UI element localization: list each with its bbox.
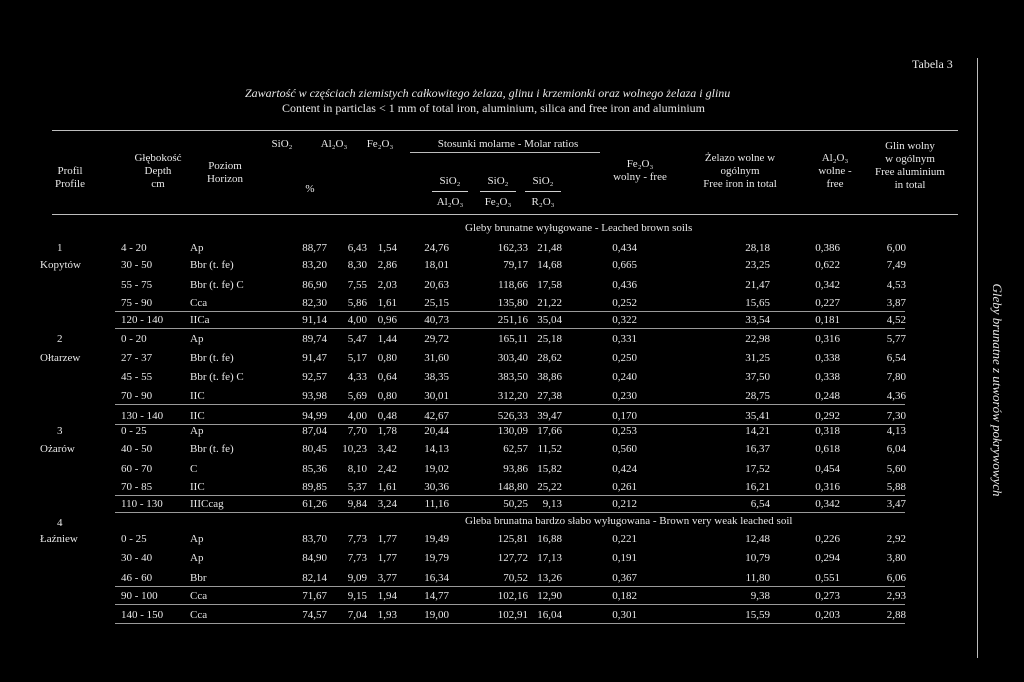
title-polish: Zawartość w częściach ziemistych całkowitego żelaza, glinu i krzemionki oraz wolnego żelaza i glinu (245, 86, 731, 100)
value-cell: 4,13 (886, 425, 906, 437)
depth-cell: 75 - 90 (121, 297, 153, 309)
value-cell: 0,316 (815, 333, 840, 345)
value-cell: 27,38 (537, 390, 562, 402)
value-cell: 6,06 (886, 572, 906, 584)
value-cell: 526,33 (497, 410, 528, 422)
value-cell: 5,88 (886, 481, 906, 493)
value-cell: 89,74 (302, 333, 327, 345)
value-cell: 12,48 (745, 533, 770, 545)
depth-cell: 30 - 40 (121, 552, 153, 564)
value-cell: 7,70 (347, 425, 367, 437)
depth-cell: 4 - 20 (121, 242, 147, 254)
value-cell: 0,560 (612, 443, 637, 455)
section-weak-leached: Gleba brunatna bardzo słabo wyługowana - Brown very weak leached soil (465, 515, 793, 527)
horizon-cell: IIC (190, 390, 205, 402)
value-cell: 118,66 (498, 279, 528, 291)
value-cell: 5,77 (886, 333, 906, 345)
value-cell: 0,64 (377, 371, 397, 383)
value-cell: 4,33 (347, 371, 367, 383)
value-cell: 19,00 (424, 609, 449, 621)
value-cell: 3,87 (886, 297, 906, 309)
value-cell: 0,618 (815, 443, 840, 455)
value-cell: 0,80 (377, 352, 397, 364)
value-cell: 19,79 (424, 552, 449, 564)
value-cell: 1,61 (377, 481, 397, 493)
col-sio2: SiO₂ (271, 138, 293, 150)
value-cell: 20,44 (424, 425, 449, 437)
value-cell: 17,52 (745, 463, 770, 475)
value-cell: 11,52 (537, 443, 562, 455)
value-cell: 102,16 (497, 590, 528, 602)
depth-cell: 0 - 25 (121, 533, 147, 545)
depth-cell: 0 - 20 (121, 333, 147, 345)
value-cell: 5,47 (347, 333, 367, 345)
col-depth: Głębokość Depth cm (134, 152, 182, 190)
col-ratios: Stosunki molarne - Molar ratios (437, 138, 579, 150)
horizon-cell: Cca (190, 609, 208, 621)
value-cell: 0,191 (612, 552, 637, 564)
value-cell: 16,04 (537, 609, 562, 621)
value-cell: 15,59 (745, 609, 770, 621)
percent-unit: % (305, 183, 315, 195)
profile-name: Ożarów (40, 443, 75, 455)
value-cell: 0,96 (377, 314, 397, 326)
value-cell: 0,665 (612, 259, 637, 271)
value-cell: 17,58 (537, 279, 562, 291)
value-cell: 148,80 (497, 481, 528, 493)
horizon-cell: Bbr (t. fe) C (190, 371, 244, 383)
value-cell: 12,90 (537, 590, 562, 602)
value-cell: 92,57 (302, 371, 327, 383)
depth-cell: 130 - 140 (121, 410, 164, 422)
value-cell: 102,91 (497, 609, 528, 621)
value-cell: 28,62 (537, 352, 562, 364)
value-cell: 0,386 (815, 242, 840, 254)
value-cell: 0,342 (815, 279, 840, 291)
value-cell: 4,36 (886, 390, 906, 402)
value-cell: 0,367 (612, 572, 637, 584)
value-cell: 10,79 (745, 552, 770, 564)
value-cell: 25,18 (537, 333, 562, 345)
value-cell: 0,338 (815, 371, 840, 383)
value-cell: 1,54 (377, 242, 397, 254)
profile-number: 2 (57, 333, 63, 345)
depth-cell: 70 - 85 (121, 481, 153, 493)
value-cell: 80,45 (302, 443, 327, 455)
value-cell: 38,35 (424, 371, 449, 383)
value-cell: 82,30 (302, 297, 327, 309)
value-cell: 0,454 (815, 463, 840, 475)
value-cell: 7,04 (347, 609, 367, 621)
value-cell: 40,73 (424, 314, 449, 326)
row-rule (115, 404, 905, 405)
value-cell: 9,15 (347, 590, 367, 602)
value-cell: 91,47 (302, 352, 327, 364)
value-cell: 0,181 (815, 314, 840, 326)
value-cell: 8,10 (347, 463, 367, 475)
horizon-cell: Ap (190, 425, 204, 437)
value-cell: 8,30 (347, 259, 367, 271)
value-cell: 14,68 (537, 259, 562, 271)
ratio-sio2-fe2o3: SiO₂ Fe₂O₃ (480, 175, 516, 209)
value-cell: 23,25 (745, 259, 770, 271)
value-cell: 0,436 (612, 279, 637, 291)
value-cell: 20,63 (424, 279, 449, 291)
value-cell: 6,54 (886, 352, 906, 364)
value-cell: 35,41 (745, 410, 770, 422)
value-cell: 17,66 (537, 425, 562, 437)
value-cell: 37,50 (745, 371, 770, 383)
value-cell: 0,182 (612, 590, 637, 602)
ratio-sio2-al2o3: SiO₂ Al₂O₃ (432, 175, 468, 209)
value-cell: 42,67 (424, 410, 449, 422)
profile-name: Kopytów (40, 259, 81, 271)
value-cell: 62,57 (503, 443, 528, 455)
horizon-cell: IIC (190, 410, 205, 422)
table-number: Tabela 3 (912, 57, 953, 71)
depth-cell: 45 - 55 (121, 371, 153, 383)
value-cell: 7,55 (347, 279, 367, 291)
horizon-cell: Bbr (190, 572, 207, 584)
value-cell: 74,57 (302, 609, 327, 621)
depth-cell: 90 - 100 (121, 590, 158, 602)
depth-cell: 27 - 37 (121, 352, 153, 364)
depth-cell: 40 - 50 (121, 443, 153, 455)
value-cell: 0,250 (612, 352, 637, 364)
value-cell: 17,13 (537, 552, 562, 564)
value-cell: 4,53 (886, 279, 906, 291)
value-cell: 89,85 (302, 481, 327, 493)
value-cell: 16,21 (745, 481, 770, 493)
value-cell: 125,81 (497, 533, 528, 545)
horizon-cell: Ap (190, 552, 204, 564)
value-cell: 162,33 (497, 242, 528, 254)
value-cell: 6,04 (886, 443, 906, 455)
horizon-cell: IICa (190, 314, 210, 326)
value-cell: 4,00 (347, 314, 367, 326)
value-cell: 70,52 (503, 572, 528, 584)
value-cell: 0,230 (612, 390, 637, 402)
value-cell: 6,00 (886, 242, 906, 254)
value-cell: 4,52 (886, 314, 906, 326)
horizon-cell: Bbr (t. fe) (190, 259, 234, 271)
horizon-cell: Ap (190, 333, 204, 345)
section-leached: Gleby brunatne wyługowane - Leached brown soils (465, 222, 693, 234)
value-cell: 14,13 (424, 443, 449, 455)
horizon-cell: Cca (190, 590, 208, 602)
value-cell: 16,88 (537, 533, 562, 545)
value-cell: 93,98 (302, 390, 327, 402)
value-cell: 0,253 (612, 425, 637, 437)
row-rule (115, 604, 905, 605)
value-cell: 165,11 (498, 333, 528, 345)
right-edge-rule (977, 58, 978, 658)
horizon-cell: C (190, 463, 198, 475)
value-cell: 14,77 (424, 590, 449, 602)
value-cell: 7,30 (886, 410, 906, 422)
value-cell: 0,622 (815, 259, 840, 271)
horizon-cell: IIICcag (190, 498, 224, 510)
value-cell: 21,22 (537, 297, 562, 309)
value-cell: 28,75 (745, 390, 770, 402)
value-cell: 21,48 (537, 242, 562, 254)
profile-name: Łaźniew (40, 533, 78, 545)
value-cell: 16,34 (424, 572, 449, 584)
row-rule (115, 512, 905, 513)
value-cell: 0,48 (377, 410, 397, 422)
value-cell: 1,77 (377, 533, 397, 545)
depth-cell: 55 - 75 (121, 279, 153, 291)
horizon-cell: Bbr (t. fe) (190, 443, 234, 455)
depth-cell: 120 - 140 (121, 314, 164, 326)
col-free-al-total: Glin wolny w ogólnym Free aluminium in total (875, 140, 945, 191)
value-cell: 0,318 (815, 425, 840, 437)
value-cell: 93,86 (503, 463, 528, 475)
col-free-fe2o3: Fe₂O₃ wolny - free (613, 158, 667, 183)
value-cell: 2,42 (377, 463, 397, 475)
value-cell: 0,226 (815, 533, 840, 545)
horizon-cell: Bbr (t. fe) C (190, 279, 244, 291)
col-fe2o3: Fe₂O₃ (366, 138, 394, 150)
value-cell: 6,43 (347, 242, 367, 254)
value-cell: 29,72 (424, 333, 449, 345)
value-cell: 0,240 (612, 371, 637, 383)
value-cell: 2,88 (886, 609, 906, 621)
col-free-iron-total: Żelazo wolne w ogólnym Free iron in total (703, 152, 777, 190)
depth-cell: 140 - 150 (121, 609, 164, 621)
value-cell: 0,294 (815, 552, 840, 564)
value-cell: 5,69 (347, 390, 367, 402)
value-cell: 0,248 (815, 390, 840, 402)
value-cell: 24,76 (424, 242, 449, 254)
value-cell: 0,273 (815, 590, 840, 602)
value-cell: 61,26 (302, 498, 327, 510)
value-cell: 1,78 (377, 425, 397, 437)
value-cell: 251,16 (497, 314, 528, 326)
value-cell: 0,212 (612, 498, 637, 510)
value-cell: 19,02 (424, 463, 449, 475)
value-cell: 2,86 (377, 259, 397, 271)
title-english: Content in particlas < 1 mm of total iron, aluminium, silica and free iron and aluminium (282, 101, 706, 115)
value-cell: 7,80 (886, 371, 906, 383)
value-cell: 10,23 (342, 443, 367, 455)
horizon-cell: Ap (190, 533, 204, 545)
value-cell: 30,01 (424, 390, 449, 402)
value-cell: 0,331 (612, 333, 637, 345)
value-cell: 3,24 (377, 498, 397, 510)
row-rule (115, 495, 905, 496)
value-cell: 5,86 (347, 297, 367, 309)
value-cell: 3,47 (886, 498, 906, 510)
value-cell: 21,47 (745, 279, 770, 291)
value-cell: 0,424 (612, 463, 637, 475)
depth-cell: 46 - 60 (121, 572, 153, 584)
value-cell: 9,38 (750, 590, 770, 602)
value-cell: 88,77 (302, 242, 327, 254)
value-cell: 0,322 (612, 314, 637, 326)
value-cell: 5,17 (347, 352, 367, 364)
ratios-rule (410, 152, 600, 153)
ratio-sio2-r2o3: SiO₂ R₂O₃ (525, 175, 561, 209)
value-cell: 15,65 (745, 297, 770, 309)
value-cell: 5,37 (347, 481, 367, 493)
value-cell: 2,92 (886, 533, 906, 545)
value-cell: 2,03 (377, 279, 397, 291)
value-cell: 14,21 (745, 425, 770, 437)
value-cell: 39,47 (537, 410, 562, 422)
value-cell: 0,316 (815, 481, 840, 493)
value-cell: 9,13 (542, 498, 562, 510)
value-cell: 127,72 (497, 552, 528, 564)
value-cell: 2,93 (886, 590, 906, 602)
value-cell: 1,61 (377, 297, 397, 309)
row-rule (115, 328, 905, 329)
value-cell: 38,86 (537, 371, 562, 383)
row-rule (115, 586, 905, 587)
depth-cell: 0 - 25 (121, 425, 147, 437)
col-free-al2o3: Al₂O₃ wolne - free (818, 152, 852, 190)
depth-cell: 110 - 130 (121, 498, 163, 510)
value-cell: 4,00 (347, 410, 367, 422)
value-cell: 31,60 (424, 352, 449, 364)
value-cell: 0,261 (612, 481, 637, 493)
profile-number: 1 (57, 242, 63, 254)
value-cell: 303,40 (497, 352, 528, 364)
value-cell: 130,09 (497, 425, 528, 437)
value-cell: 11,16 (424, 498, 449, 510)
value-cell: 0,80 (377, 390, 397, 402)
value-cell: 83,20 (302, 259, 327, 271)
header-bottom-rule (52, 214, 958, 215)
value-cell: 83,70 (302, 533, 327, 545)
depth-cell: 70 - 90 (121, 390, 153, 402)
value-cell: 312,20 (497, 390, 528, 402)
value-cell: 3,42 (377, 443, 397, 455)
value-cell: 82,14 (302, 572, 327, 584)
value-cell: 18,01 (424, 259, 449, 271)
value-cell: 71,67 (302, 590, 327, 602)
value-cell: 7,73 (347, 552, 367, 564)
value-cell: 11,80 (745, 572, 770, 584)
horizon-cell: Ap (190, 242, 204, 254)
value-cell: 0,252 (612, 297, 637, 309)
value-cell: 0,221 (612, 533, 637, 545)
value-cell: 25,15 (424, 297, 449, 309)
col-profile: Profil Profile (55, 165, 85, 190)
value-cell: 383,50 (497, 371, 528, 383)
value-cell: 0,227 (815, 297, 840, 309)
value-cell: 1,77 (377, 552, 397, 564)
row-rule (115, 623, 905, 624)
value-cell: 50,25 (503, 498, 528, 510)
value-cell: 85,36 (302, 463, 327, 475)
profile-number: 3 (57, 425, 63, 437)
horizon-cell: Cca (190, 297, 208, 309)
value-cell: 19,49 (424, 533, 449, 545)
value-cell: 94,99 (302, 410, 327, 422)
value-cell: 84,90 (302, 552, 327, 564)
value-cell: 25,22 (537, 481, 562, 493)
value-cell: 33,54 (745, 314, 770, 326)
value-cell: 91,14 (302, 314, 327, 326)
value-cell: 9,84 (347, 498, 367, 510)
value-cell: 0,170 (612, 410, 637, 422)
value-cell: 6,54 (750, 498, 770, 510)
profile-name: Ołtarzew (40, 352, 81, 364)
value-cell: 35,04 (537, 314, 562, 326)
horizon-cell: Bbr (t. fe) (190, 352, 234, 364)
value-cell: 7,49 (886, 259, 906, 271)
value-cell: 1,44 (377, 333, 397, 345)
value-cell: 7,73 (347, 533, 367, 545)
value-cell: 3,80 (886, 552, 906, 564)
value-cell: 86,90 (302, 279, 327, 291)
value-cell: 0,434 (612, 242, 637, 254)
value-cell: 0,338 (815, 352, 840, 364)
value-cell: 13,26 (537, 572, 562, 584)
value-cell: 135,80 (497, 297, 528, 309)
value-cell: 3,77 (377, 572, 397, 584)
value-cell: 9,09 (347, 572, 367, 584)
depth-cell: 30 - 50 (121, 259, 153, 271)
profile-number-4: 4 (57, 517, 63, 529)
value-cell: 5,60 (886, 463, 906, 475)
value-cell: 87,04 (302, 425, 327, 437)
value-cell: 0,301 (612, 609, 637, 621)
value-cell: 0,551 (815, 572, 840, 584)
value-cell: 15,82 (537, 463, 562, 475)
value-cell: 0,342 (815, 498, 840, 510)
value-cell: 16,37 (745, 443, 770, 455)
value-cell: 79,17 (503, 259, 528, 271)
value-cell: 31,25 (745, 352, 770, 364)
depth-cell: 60 - 70 (121, 463, 153, 475)
horizon-cell: IIC (190, 481, 205, 493)
value-cell: 30,36 (424, 481, 449, 493)
col-horizon: Poziom Horizon (206, 160, 244, 185)
side-title: Gleby brunatne z utworów pokrywowych (990, 283, 1005, 497)
header-top-rule (52, 130, 958, 131)
col-al2o3: Al₂O₃ (320, 138, 348, 150)
value-cell: 28,18 (745, 242, 770, 254)
value-cell: 0,292 (815, 410, 840, 422)
value-cell: 1,93 (377, 609, 397, 621)
row-rule (115, 311, 905, 312)
value-cell: 22,98 (745, 333, 770, 345)
value-cell: 1,94 (377, 590, 397, 602)
value-cell: 0,203 (815, 609, 840, 621)
